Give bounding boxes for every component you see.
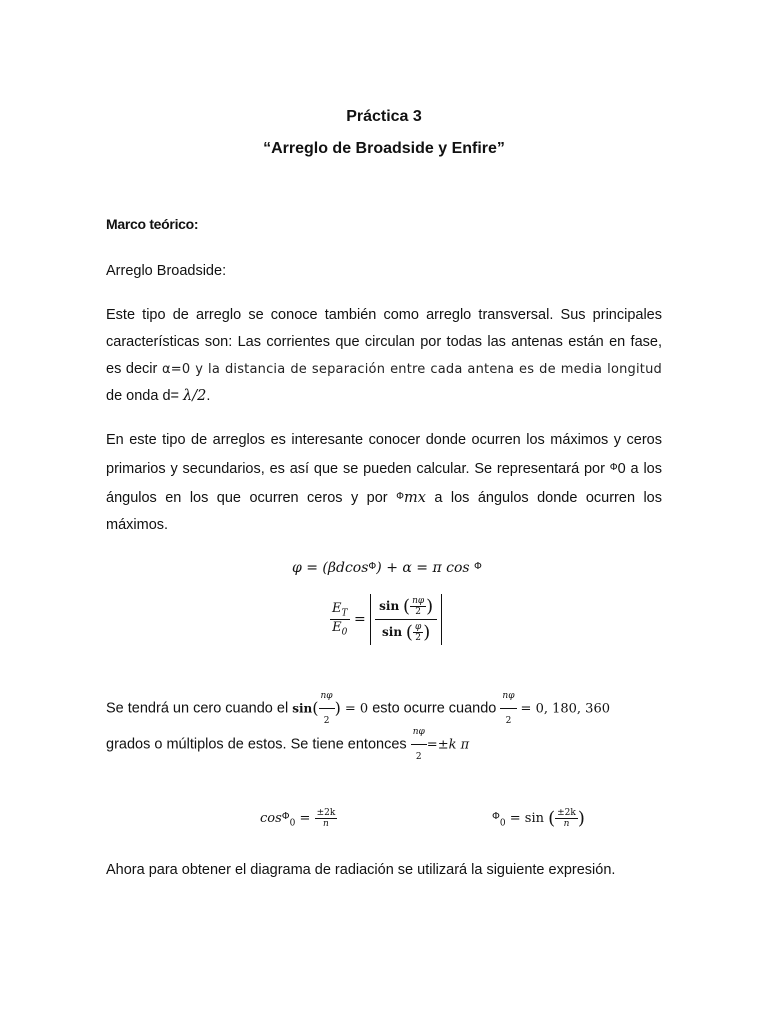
equation-cos-phi0: $\cos^\Phi_0$ = $\frac{\pm 2k}{n}$ <box>260 808 336 829</box>
paragraph-multiples: grados o múltiplos de estos. Se tiene entonces $\frac{n\varphi}{2}$ =±k π <box>106 720 666 769</box>
p2-phi0: 0 <box>617 461 626 477</box>
document-subtitle: “Arreglo de Broadside y Enfire” <box>263 140 505 157</box>
subsection-heading: Arreglo Broadside: <box>106 263 227 279</box>
phi-symbol-icon: Φ <box>474 561 482 572</box>
phi-symbol-icon: Φ <box>281 811 290 822</box>
phi-symbol-icon: Φ <box>396 491 404 502</box>
p1-text-alpha: α=0 y la distancia de separación entre cada antena es de media longitud <box>161 362 662 377</box>
p2-text-b: a los ángulos en los que ocurren ceros y por <box>106 461 662 506</box>
paragraph-zero-condition: Se tendrá un cero cuando el sin( $\frac{n\varphi}{2}$ ) = 0 esto ocurre cuando $\frac{n\varphi}{2}$ = 0, 180, 360 <box>106 684 666 733</box>
eq1-mid: ) + α = π cos <box>376 560 470 576</box>
phi-symbol-icon: Φ <box>609 462 618 473</box>
lambda-expression: λ/2 <box>183 388 207 404</box>
section-heading: Marco teórico: <box>106 216 199 232</box>
p1-text-a: Este tipo de arreglo se conoce también como arreglo transversal. Sus principales características son: Las corrientes que circulan por todas las antenas están en fase, es decir <box>106 307 662 377</box>
phi-symbol-icon: Φ <box>368 561 377 572</box>
phi-symbol-icon: Φ <box>492 811 500 822</box>
equation-phase <box>292 560 482 576</box>
abs-value-bars: sin ( $\frac{n\varphi}{2}$ ) sin ( $\frac{\varphi}{2}$ ) <box>370 594 442 645</box>
document-title: Práctica 3 <box>346 108 422 125</box>
p2-phimx: mx <box>403 490 426 506</box>
equation-phi0-sin: $^\Phi_0$ = sin ( $\frac{\pm 2k}{n}$ ) <box>492 808 585 829</box>
paragraph-maxima-zeros <box>106 427 662 539</box>
p1-end: . <box>206 388 211 404</box>
eq1-left: φ = (βdcos <box>292 560 369 576</box>
p2-text-c: a los ángulos donde ocurren los máximos. <box>106 490 662 533</box>
equation-array-factor: $\frac{E_T}{E_0}$ = sin ( $\frac{n\varphi}{2}$ ) sin ( $\frac{\varphi}{2}$ ) <box>330 594 442 645</box>
paragraph-broadside-intro <box>106 302 662 410</box>
paragraph-radiation-diagram: Ahora para obtener el diagrama de radiación se utilizará la siguiente expresión. <box>106 862 616 878</box>
p2-text-a: En este tipo de arreglos es interesante conocer donde ocurren los máximos y ceros primarios y secundarios, es así que se pueden calcular. Se representará por <box>106 432 662 477</box>
p1-text-b: de onda d= <box>106 388 184 404</box>
et-over-e0: $\frac{E_T}{E_0}$ <box>332 601 348 638</box>
